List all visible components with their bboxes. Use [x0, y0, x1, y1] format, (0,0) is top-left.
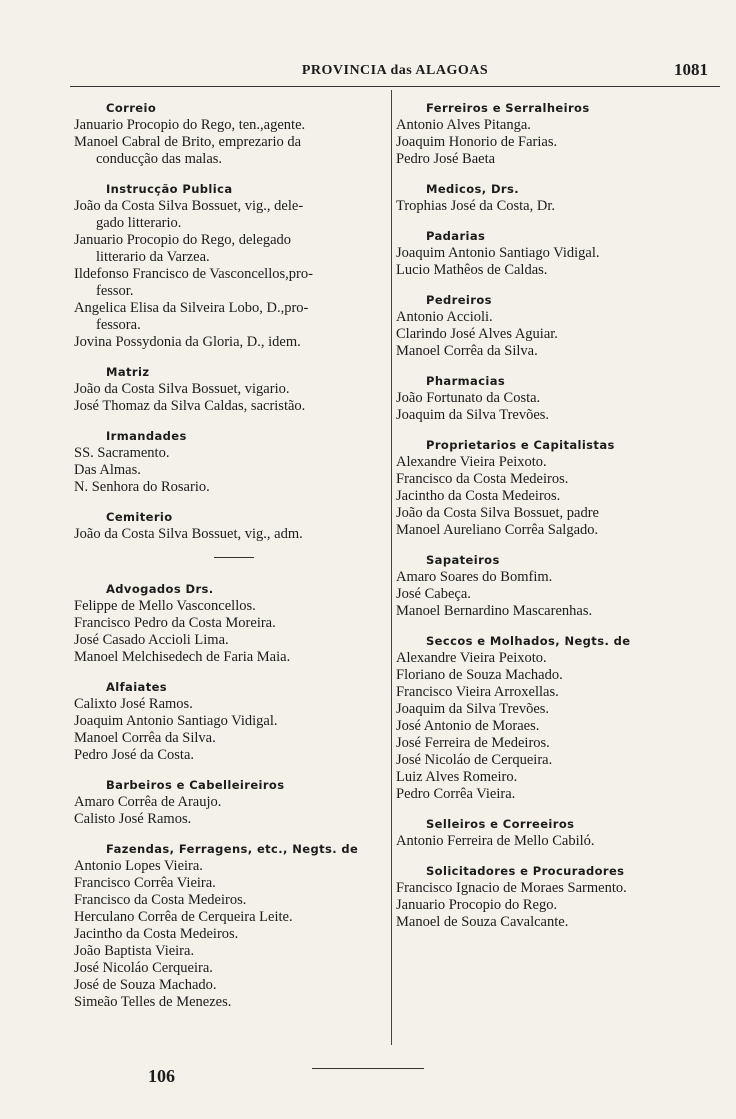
entry-line: Antonio Lopes Vieira.: [74, 858, 203, 874]
entry-line: SS. Sacramento.: [74, 445, 170, 461]
entry-line: João da Costa Silva Bossuet, padre: [396, 505, 599, 521]
entry-line: litterario da Varzea.: [96, 249, 210, 265]
section-pharmacias: [396, 374, 714, 424]
section-padarias: [396, 229, 714, 279]
entry-line: Simeão Telles de Menezes.: [74, 994, 232, 1010]
entry-line: Clarindo José Alves Aguiar.: [396, 326, 558, 342]
section-irmandades: [74, 429, 388, 496]
section-heading: Correio: [106, 101, 157, 115]
section-solicitadores-e-procuradores: [396, 864, 714, 931]
section-pedreiros: [396, 293, 714, 360]
section-proprietarios-e-capitalistas: [396, 438, 714, 539]
entry-line: Manoel Corrêa da Silva.: [74, 730, 216, 746]
section-heading: Selleiros e Correeiros: [426, 817, 575, 831]
entry-line: Amaro Soares do Bomfim.: [396, 569, 553, 585]
section-heading: Matriz: [106, 365, 150, 379]
entry-line: José de Souza Machado.: [74, 977, 217, 993]
section-seccos-e-molhados-negts-de: [396, 634, 714, 803]
section-correio: [74, 101, 388, 168]
entry-line: Januario Procopio do Rego.: [396, 897, 558, 913]
entry-line: Manoel Aureliano Corrêa Salgado.: [396, 522, 599, 538]
entry-line: Amaro Corrêa de Araujo.: [74, 794, 222, 810]
section-heading: Pedreiros: [426, 293, 492, 307]
entry-line: Floriano de Souza Machado.: [396, 667, 563, 683]
entry-line: conducção das malas.: [96, 151, 223, 167]
entry-line: Joaquim Antonio Santiago Vidigal.: [74, 713, 278, 729]
entry-line: Manoel Melchisedech de Faria Maia.: [74, 649, 291, 665]
entry-line: Pedro José Baeta: [396, 151, 496, 167]
entry-line: Francisco Pedro da Costa Moreira.: [74, 615, 276, 631]
section-heading: Padarias: [426, 229, 486, 243]
footer-rule: [312, 1068, 424, 1069]
folio-number: 106: [148, 1066, 175, 1086]
left-column: [74, 101, 388, 1025]
entry-line: Joaquim Honorio de Farias.: [396, 134, 558, 150]
section-separator: [214, 557, 254, 558]
entry-line: José Antonio de Moraes.: [396, 718, 540, 734]
entry-line: João Fortunato da Costa.: [396, 390, 541, 406]
entry-line: Antonio Alves Pitanga.: [396, 117, 531, 133]
entry-line: Manoel Corrêa da Silva.: [396, 343, 538, 359]
section-ferreiros-e-serralheiros: [396, 101, 714, 168]
section-heading: Fazendas, Ferragens, etc., Negts. de: [106, 842, 359, 856]
entry-line: Calisto José Ramos.: [74, 811, 192, 827]
section-heading: Seccos e Molhados, Negts. de: [426, 634, 631, 648]
entry-line: Joaquim da Silva Trevões.: [396, 701, 550, 717]
section-heading: Medicos, Drs.: [426, 182, 519, 196]
section-heading: Irmandades: [106, 429, 187, 443]
entry-line: Francisco Ignacio de Moraes Sarmento.: [396, 880, 627, 896]
entry-line: Luiz Alves Romeiro.: [396, 769, 518, 785]
entry-line: Das Almas.: [74, 462, 141, 478]
entry-line: Francisco da Costa Medeiros.: [396, 471, 569, 487]
entry-line: Ildefonso Francisco de Vasconcellos,pro-: [74, 266, 313, 282]
entry-line: Januario Procopio do Rego, ten.,agente.: [74, 117, 306, 133]
section-matriz: [74, 365, 388, 415]
entry-line: José Ferreira de Medeiros.: [396, 735, 550, 751]
entry-line: Calixto José Ramos.: [74, 696, 193, 712]
entry-line: Antonio Ferreira de Mello Cabiló.: [396, 833, 595, 849]
entry-line: Januario Procopio do Rego, delegado: [74, 232, 292, 248]
section-cemiterio: [74, 510, 388, 543]
section-advogados-drs: [74, 582, 388, 666]
entry-line: Francisco Vieira Arroxellas.: [396, 684, 559, 700]
section-medicos-drs: [396, 182, 714, 215]
entry-line: Francisco Corrêa Vieira.: [74, 875, 216, 891]
entry-line: José Cabeça.: [396, 586, 471, 602]
entry-line: Angelica Elisa da Silveira Lobo, D.,pro-: [74, 300, 309, 316]
header-rule: [70, 86, 720, 87]
section-heading: Proprietarios e Capitalistas: [426, 438, 615, 452]
column-divider: [391, 90, 392, 1045]
section-heading: Ferreiros e Serralheiros: [426, 101, 590, 115]
entry-line: Pedro José da Costa.: [74, 747, 195, 763]
section-heading: Sapateiros: [426, 553, 500, 567]
page-header: [70, 60, 720, 84]
entry-line: João da Costa Silva Bossuet, vig., adm.: [74, 526, 303, 542]
entry-line: Felippe de Mello Vasconcellos.: [74, 598, 256, 614]
right-column: [396, 101, 714, 945]
entry-line: Manoel de Souza Cavalcante.: [396, 914, 569, 930]
entry-line: Joaquim Antonio Santiago Vidigal.: [396, 245, 600, 261]
entry-line: Manoel Bernardino Mascarenhas.: [396, 603, 593, 619]
entry-line: gado litterario.: [96, 215, 182, 231]
section-sapateiros: [396, 553, 714, 620]
entry-line: Alexandre Vieira Peixoto.: [396, 454, 547, 470]
section-barbeiros-e-cabelleireiros: [74, 778, 388, 828]
entry-line: N. Senhora do Rosario.: [74, 479, 210, 495]
entry-line: Trophias José da Costa, Dr.: [396, 198, 555, 214]
page-title: PROVINCIA das ALAGOAS: [301, 63, 489, 78]
entry-line: Joaquim da Silva Trevões.: [396, 407, 550, 423]
entry-line: José Casado Accioli Lima.: [74, 632, 229, 648]
entry-line: José Thomaz da Silva Caldas, sacristão.: [74, 398, 306, 414]
section-heading: Barbeiros e Cabelleireiros: [106, 778, 285, 792]
entry-line: Alexandre Vieira Peixoto.: [396, 650, 547, 666]
entry-line: Lucio Mathêos de Caldas.: [396, 262, 548, 278]
section-fazendas-ferragens-etc-negts-de: [74, 842, 388, 1011]
section-heading: Advogados Drs.: [106, 582, 214, 596]
entry-line: José Nicoláo de Cerqueira.: [396, 752, 553, 768]
entry-line: João da Costa Silva Bossuet, vigario.: [74, 381, 290, 397]
entry-line: Jovina Possydonia da Gloria, D., idem.: [74, 334, 301, 350]
page-number: 1081: [674, 60, 708, 79]
entry-line: João Baptista Vieira.: [74, 943, 195, 959]
entry-line: Antonio Accioli.: [396, 309, 493, 325]
entry-line: Manoel Cabral de Brito, emprezario da: [74, 134, 302, 150]
section-heading: Alfaiates: [106, 680, 168, 694]
section-selleiros-e-correeiros: [396, 817, 714, 850]
entry-line: Pedro Corrêa Vieira.: [396, 786, 516, 802]
section-alfaiates: [74, 680, 388, 764]
entry-line: José Nicoláo Cerqueira.: [74, 960, 213, 976]
section-heading: Pharmacias: [426, 374, 506, 388]
section-instruccao-publica: [74, 182, 388, 351]
section-heading: Instrucção Publica: [106, 182, 233, 196]
entry-line: fessor.: [96, 283, 134, 299]
entry-line: Francisco da Costa Medeiros.: [74, 892, 247, 908]
entry-line: Jacintho da Costa Medeiros.: [74, 926, 239, 942]
entry-line: fessora.: [96, 317, 141, 333]
entry-line: Jacintho da Costa Medeiros.: [396, 488, 561, 504]
entry-line: Herculano Corrêa de Cerqueira Leite.: [74, 909, 293, 925]
section-heading: Cemiterio: [106, 510, 173, 524]
section-heading: Solicitadores e Procuradores: [426, 864, 625, 878]
entry-line: João da Costa Silva Bossuet, vig., dele-: [74, 198, 304, 214]
